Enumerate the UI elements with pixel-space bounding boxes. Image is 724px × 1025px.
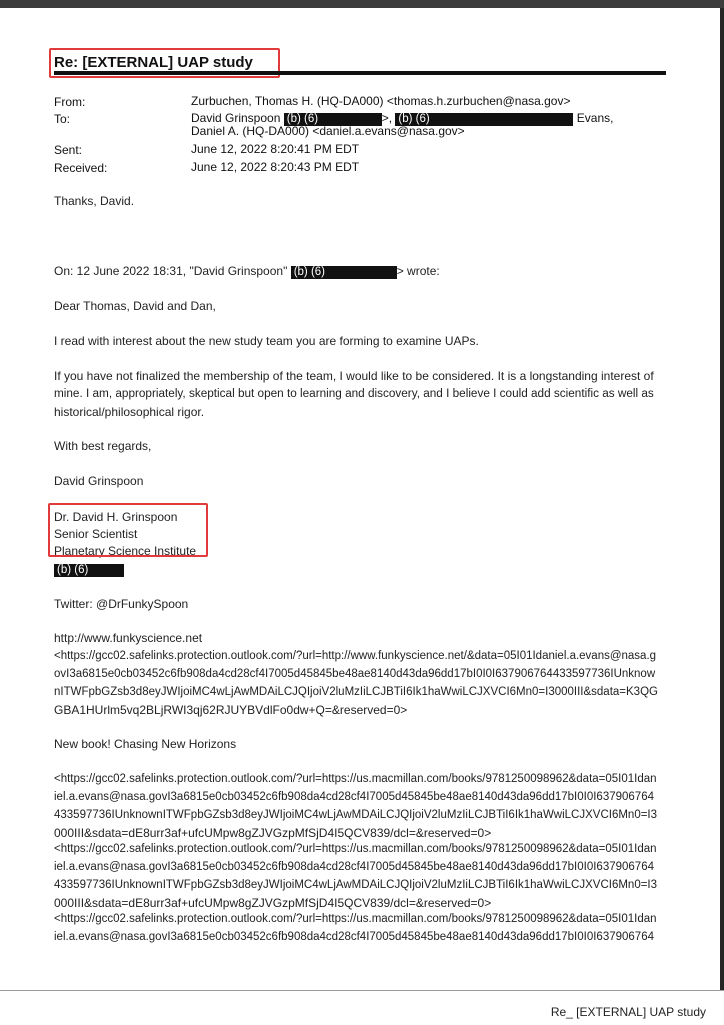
closing: With best regards, <box>54 439 152 453</box>
website-link: http://www.funkyscience.net <box>54 631 203 645</box>
safelink-1-line-3: nITWFpbGZsb3d8eyJWIjoiMC4wLjAwMDAiLCJQIjoiV2luMzIiLCJBTiI6Ik1haWwiLCJXVCI6Mn0=I3000III&sdata=K3QG <box>54 686 658 698</box>
page-footer <box>0 990 724 1025</box>
sent-value: June 12, 2022 8:20:41 PM EDT <box>191 142 360 156</box>
redaction-quote <box>291 266 397 279</box>
quote-header-prefix: On: 12 June 2022 18:31, "David Grinspoon" <box>54 264 288 278</box>
from-value: Zurbuchen, Thomas H. (HQ-DA000) <thomas.h.zurbuchen@nasa.gov> <box>191 94 571 108</box>
subject-rule <box>54 71 666 75</box>
safelink-3-line-4: 000III&sdata=dE8urr3af+ufcUMpw8gZJVGzpMfSjD4I5QCV839/dcl=&reserved=0> <box>54 896 492 910</box>
safelink-4-line-1: <https://gcc02.safelinks.protection.outlook.com/?url=https://us.macmillan.com/books/9781250098962&data=05I01Idan <box>54 913 657 925</box>
redaction-label: (b) (6) <box>286 113 319 125</box>
safelink-4-line-2: iel.a.evans@nasa.govI3a6815e0cb03452c6fb908da4cd28cf4I7005d45845be48ae8140d43da96dd17bI0I0I637906764 <box>54 931 654 943</box>
to-separator: >, <box>381 111 393 125</box>
from-label: From: <box>54 95 86 109</box>
safelink-2-line-2: iel.a.evans@nasa.govI3a6815e0cb03452c6fb908da4cd28cf4I7005d45845be48ae8140d43da96dd17bI0I0I637906764 <box>54 791 654 803</box>
sent-label: Sent: <box>54 143 83 157</box>
viewer-top-bar <box>0 0 724 8</box>
safelink-2-line-1: <https://gcc02.safelinks.protection.outlook.com/?url=https://us.macmillan.com/books/9781250098962&data=05I01Idan <box>54 773 657 785</box>
redaction-label: (b) (6) <box>398 113 430 125</box>
redaction-signature-row <box>54 560 124 578</box>
paragraph-2-line-2: mine. I am, appropriately, skeptical but open to learning and discovery, and I believe I could add scientific as well as <box>54 387 654 400</box>
redaction-label: (b) (6) <box>57 564 89 576</box>
safelink-3-line-2: iel.a.evans@nasa.govI3a6815e0cb03452c6fb908da4cd28cf4I7005d45845be48ae8140d43da96dd17bI0I0I637906764 <box>54 861 654 873</box>
footer-document-title: Re_ [EXTERNAL] UAP study <box>550 1005 706 1019</box>
redaction-label: (b) (6) <box>293 266 325 278</box>
paragraph-2-line-1: If you have not finalized the membership of the team, I would like to be considered. It is a longstanding interest of <box>54 369 654 383</box>
safelink-2-line-3: 433597736IUnknownITWFpbGZsb3d8eyJWIjoiMC4wLjAwMDAiLCJQIjoiV2luMzIiLCJBTiI6Ik1haWwiLCJXVCI6Mn0=I3 <box>54 809 658 821</box>
book-promo: New book! Chasing New Horizons <box>54 737 237 751</box>
highlight-box-signature <box>48 503 208 557</box>
signature-organization: Planetary Science Institute <box>54 544 197 558</box>
received-value: June 12, 2022 8:20:43 PM EDT <box>191 160 360 174</box>
to-recipient-tail: Evans, <box>576 111 614 125</box>
reply-text: Thanks, David. <box>54 194 135 208</box>
safelink-3-line-3: 433597736IUnknownITWFpbGZsb3d8eyJWIjoiMC4wLjAwMDAiLCJQIjoiV2luMzIiLCJBTiI6Ik1haWwiLCJXVCI6Mn0=I3 <box>54 879 658 891</box>
safelink-3-line-1: <https://gcc02.safelinks.protection.outlook.com/?url=https://us.macmillan.com/books/9781250098962&data=05I01Idan <box>54 843 657 855</box>
sender-name: David Grinspoon <box>54 474 144 488</box>
email-subject: Re: [EXTERNAL] UAP study <box>54 54 253 71</box>
signature-title: Senior Scientist <box>54 527 138 541</box>
safelink-2-line-4: 000III&sdata=dE8urr3af+ufcUMpw8gZJVGzpMfSjD4I5QCV839/dcl=&reserved=0> <box>54 826 492 840</box>
safelink-1-line-2: ovI3a6815e0cb03452c6fb908da4cd28cf4I7005d45845be48ae8140d43da96dd17bI0I0I637906764433597736IUnknow <box>54 668 656 680</box>
to-value-line2: Daniel A. (HQ-DA000) <daniel.a.evans@nasa.gov> <box>191 124 465 138</box>
paragraph-1: I read with interest about the new study team you are forming to examine UAPs. <box>54 334 479 348</box>
safelink-1-line-1: <https://gcc02.safelinks.protection.outlook.com/?url=http://www.funkyscience.net/&data=05I01Idaniel.a.evans@nasa.g <box>54 650 657 662</box>
safelink-1-line-4: GBA1HUrlm5vq2BLjRWI3qj62RJUYBVdlFo0dw+Q=&reserved=0> <box>54 703 408 717</box>
twitter-handle: Twitter: @DrFunkySpoon <box>54 597 189 611</box>
to-recipient-name: David Grinspoon <box>191 111 281 125</box>
greeting: Dear Thomas, David and Dan, <box>54 299 216 313</box>
quote-header <box>54 262 440 280</box>
received-label: Received: <box>54 161 108 175</box>
signature-name: Dr. David H. Grinspoon <box>54 510 178 524</box>
redaction-signature <box>54 564 124 577</box>
paragraph-2-line-3: historical/philosophical rigor. <box>54 405 205 419</box>
to-label: To: <box>54 112 71 126</box>
quote-header-suffix: > wrote: <box>396 264 440 278</box>
